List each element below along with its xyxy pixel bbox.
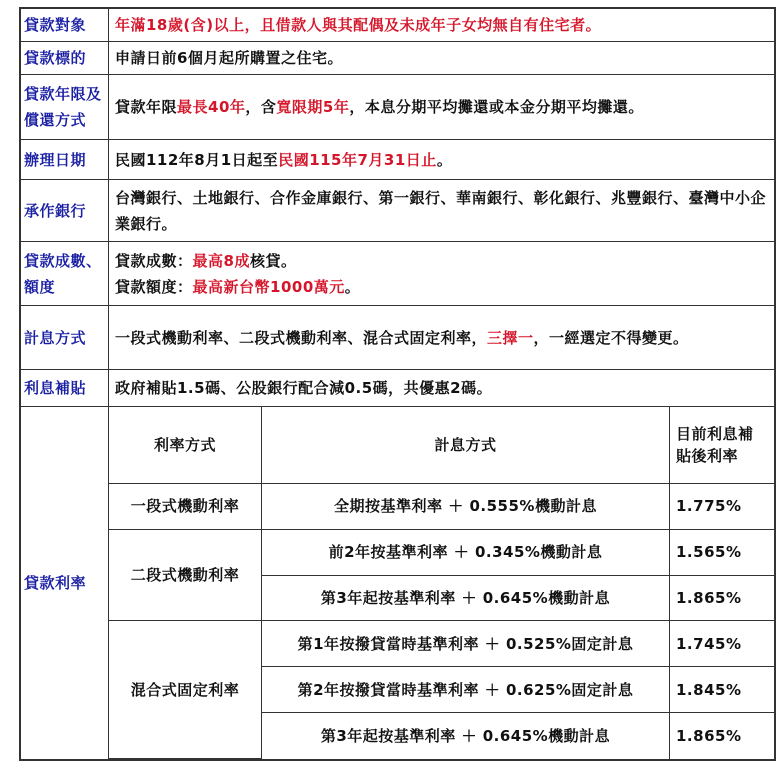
content-text: ，一經選定不得變更。	[533, 328, 689, 347]
content-text: ，本息分期平均攤還或本金分期平均攤還。	[349, 98, 644, 116]
content-text: 。	[344, 277, 361, 296]
header-method: 計息方式	[262, 407, 670, 483]
row-content	[109, 75, 775, 140]
row-label: 承作銀行	[21, 180, 109, 242]
info-row	[21, 75, 775, 140]
row-label: 辦理日期	[21, 140, 109, 180]
highlight-text: 民國115年7月31日止	[278, 150, 437, 169]
rate-row	[109, 529, 774, 575]
content-text: 民國112年8月1日起至	[115, 150, 279, 169]
rate-value: 1.565%	[670, 529, 775, 575]
row-content	[109, 9, 775, 42]
loan-info-document	[19, 7, 776, 761]
content-text: ，含	[245, 98, 277, 116]
content-text: 貸款額度：	[115, 277, 193, 296]
rate-method: 第2年按撥貸當時基準利率 ＋ 0.625%固定計息	[262, 667, 670, 713]
rate-section-row	[21, 407, 775, 760]
highlight-text: 最高新台幣1000萬元	[192, 277, 345, 296]
rate-table-cell	[109, 407, 775, 760]
rate-table	[109, 407, 774, 759]
row-label: 貸款利率	[21, 407, 109, 760]
info-row	[21, 306, 775, 370]
row-content	[109, 42, 775, 75]
content-text: 。	[436, 150, 453, 169]
rate-value: 1.865%	[670, 575, 775, 621]
info-row	[21, 42, 775, 75]
rate-row	[109, 483, 774, 529]
highlight-text: 最長40年	[177, 98, 246, 116]
header-rate-type: 利率方式	[109, 407, 262, 483]
content-text: 一段式機動利率、二段式機動利率、混合式固定利率，	[115, 328, 488, 347]
row-label: 貸款標的	[21, 42, 109, 75]
row-label: 貸款對象	[21, 9, 109, 42]
loan-info-table	[20, 8, 775, 760]
info-row	[21, 370, 775, 407]
content-text: 申請日前6個月起所購置之住宅。	[115, 49, 343, 67]
row-label: 計息方式	[21, 306, 109, 370]
row-content	[109, 306, 775, 370]
rate-method: 全期按基準利率 ＋ 0.555%機動計息	[262, 483, 670, 529]
row-content	[109, 140, 775, 180]
content-text: 貸款成數：	[115, 251, 193, 270]
rate-method: 第3年起按基準利率 ＋ 0.645%機動計息	[262, 713, 670, 759]
rate-table-header	[109, 407, 774, 483]
row-label: 貸款年限及償還方式	[21, 75, 109, 140]
header-current-rate: 目前利息補貼後利率	[670, 407, 775, 483]
content-text: 核貸。	[249, 251, 297, 270]
rate-row	[109, 621, 774, 667]
rate-type: 混合式固定利率	[109, 621, 262, 759]
highlight-text: 無自有住宅者	[492, 16, 586, 34]
highlight-text: 年滿18歲(含)以上，且借款人與其配偶及未成年子女均	[115, 16, 493, 34]
rate-value: 1.865%	[670, 713, 775, 759]
rate-method: 第3年起按基準利率 ＋ 0.645%機動計息	[262, 575, 670, 621]
rate-value: 1.845%	[670, 667, 775, 713]
rate-value: 1.775%	[670, 483, 775, 529]
info-row	[21, 180, 775, 242]
highlight-text: 寬限期5年	[276, 98, 350, 116]
info-row	[21, 242, 775, 306]
row-label: 利息補貼	[21, 370, 109, 407]
rate-type: 一段式機動利率	[109, 483, 262, 529]
highlight-text: 三擇一	[487, 328, 534, 347]
row-content	[109, 180, 775, 242]
highlight-text: 。	[585, 16, 602, 34]
content-text: 政府補貼1.5碼、公股銀行配合減0.5碼，共優惠2碼。	[115, 379, 493, 397]
info-row	[21, 9, 775, 42]
content-text: 貸款年限	[115, 98, 178, 116]
highlight-text: 最高8成	[192, 251, 250, 270]
row-content	[109, 370, 775, 407]
row-content	[109, 242, 775, 306]
rate-type: 二段式機動利率	[109, 529, 262, 621]
rate-method: 第1年按撥貸當時基準利率 ＋ 0.525%固定計息	[262, 621, 670, 667]
content-text: 台灣銀行、土地銀行、合作金庫銀行、第一銀行、華南銀行、彰化銀行、兆豐銀行、臺灣中小企業銀行。	[115, 188, 767, 233]
rate-value: 1.745%	[670, 621, 775, 667]
info-row	[21, 140, 775, 180]
row-label: 貸款成數、額度	[21, 242, 109, 306]
rate-method: 前2年按基準利率 ＋ 0.345%機動計息	[262, 529, 670, 575]
